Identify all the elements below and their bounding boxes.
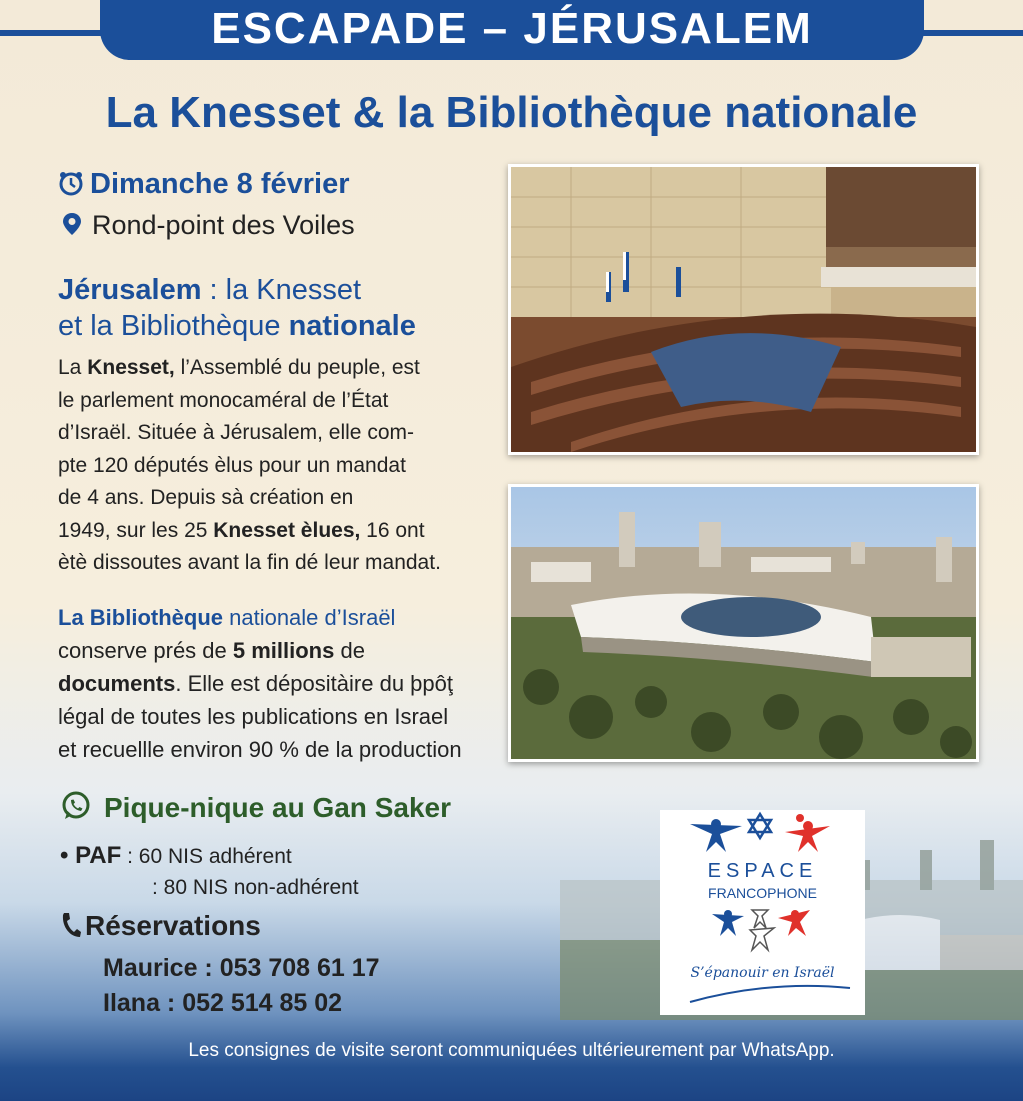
line-bold: Knesset, <box>87 356 175 379</box>
paf-block <box>60 840 359 903</box>
contact-name: Maurice <box>103 954 198 982</box>
line-pre: conserve prés de <box>58 638 233 663</box>
line-post: de <box>334 638 365 663</box>
line-post: l’Assemblé du peuple, est <box>174 356 420 379</box>
line-bold: 5 millions <box>232 638 335 663</box>
footer-note: Les consignes de visite seront communiquées ultérieurement par WhatsApp. <box>188 1040 835 1061</box>
paragraph-line <box>58 601 462 634</box>
paragraph-line <box>58 450 441 483</box>
knesset-photo <box>508 164 979 455</box>
paragraph-line <box>58 352 441 385</box>
contact-number: : 052 514 85 02 <box>159 989 343 1017</box>
event-place <box>62 210 355 241</box>
line-bold: Knesset èlues, <box>213 518 361 542</box>
line-pre: et recuellle environ 90 % de la production <box>58 737 462 762</box>
line-pre: ètè dissoutes avant la fin dé leur mandat. <box>58 551 441 574</box>
reservations-heading-text: Réservations <box>85 910 261 941</box>
paragraph-line <box>58 385 441 418</box>
line-bold: documents <box>58 671 176 696</box>
contact-number: : 053 708 61 17 <box>197 954 380 982</box>
subtitle-rest: : la Knesset <box>201 274 362 306</box>
logo-line2: FRANCOPHONE <box>708 885 817 901</box>
section-subtitle <box>58 272 416 344</box>
line-post: 16 ont <box>360 518 425 542</box>
line-post: . Elle est dépositàire du þpôţ <box>175 671 453 696</box>
logo-tagline: S’épanouir en Israël <box>690 965 835 981</box>
contact-maurice <box>103 954 380 983</box>
clock-icon <box>58 170 84 196</box>
header-rule-left <box>0 30 110 36</box>
line-pre: d’Israël. Située à Jérusalem, elle com- <box>58 421 414 444</box>
library-paragraph <box>58 601 462 766</box>
paf-label: PAF <box>75 842 122 869</box>
header-rule-right <box>914 30 1023 36</box>
paf-line2: : 80 NIS non-adhérent <box>152 876 359 899</box>
event-date-text: Dimanche 8 février <box>90 168 350 200</box>
paragraph-line <box>58 667 462 700</box>
whatsapp-icon <box>60 790 92 822</box>
reservations-heading <box>60 910 261 942</box>
page-title: La Knesset & la Bibliothèque nationale <box>105 88 918 137</box>
paragraph-line <box>58 417 441 450</box>
logo-figures-icon <box>660 810 865 1015</box>
paragraph-line <box>58 700 462 733</box>
line-pre: de 4 ans. Depuis sà création en <box>58 486 354 509</box>
paragraph-line <box>58 634 462 667</box>
contact-name: Ilana <box>103 989 160 1017</box>
picnic-text: Pique-nique au Gan Saker <box>104 792 451 823</box>
subtitle-line2b: nationale <box>288 310 416 342</box>
event-place-text: Rond-point des Voiles <box>92 210 355 240</box>
line-pre: pte 120 députés èlus pour un mandat <box>58 453 406 477</box>
paragraph-line <box>58 733 462 766</box>
subtitle-line2a: et la Bibliothèque <box>58 310 289 342</box>
bullet: • <box>60 842 76 869</box>
line-bold: La Bibliothèque <box>58 605 223 630</box>
knesset-paragraph <box>58 352 441 580</box>
logo-line1: ESPACE <box>707 860 818 882</box>
line-pre: légal de toutes les publications en Israel <box>58 704 449 729</box>
line-pre: La <box>58 356 88 379</box>
paragraph-line <box>58 515 441 548</box>
picnic-line <box>60 790 451 824</box>
paragraph-line <box>58 547 441 580</box>
line-pre: 1949, sur les 25 <box>58 518 214 542</box>
line-post: nationale d’Israël <box>223 605 396 630</box>
paragraph-line <box>58 482 441 515</box>
location-pin-icon <box>62 212 82 236</box>
subtitle-lead: Jérusalem <box>58 274 202 306</box>
banner: ESCAPADE – JÉRUSALEM <box>100 0 924 60</box>
contact-ilana <box>103 989 342 1018</box>
paf-line1: : 60 NIS adhérent <box>121 845 292 868</box>
phone-icon <box>60 911 82 939</box>
library-photo <box>508 484 979 762</box>
espace-francophone-logo <box>660 810 865 1015</box>
line-pre: le parlement monocaméral de l’État <box>58 388 389 412</box>
event-date <box>58 168 350 201</box>
